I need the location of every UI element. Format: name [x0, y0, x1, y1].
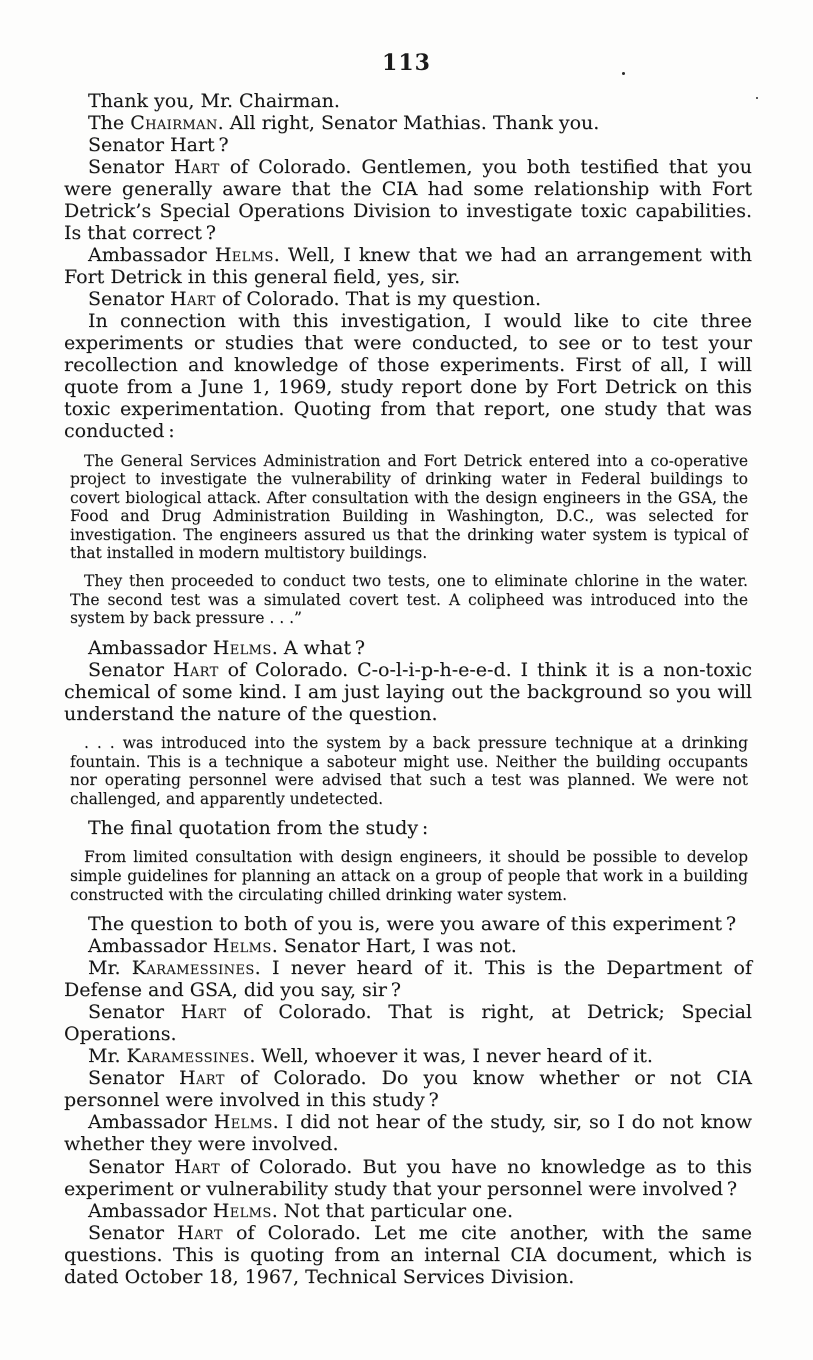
body-paragraph	[64, 244, 752, 288]
text-segment: Senator	[88, 1221, 178, 1244]
text-segment: Mr.	[88, 957, 132, 980]
text-segment: of Colorado. C-o-l-i-p-h-e-e-d. I think it is a non-toxic chemical of some kind. I am just laying out the background so you will understand the nature of the question.	[64, 658, 752, 725]
body-paragraph	[64, 935, 752, 957]
ink-speck	[756, 97, 758, 99]
body-paragraph	[64, 134, 752, 156]
text-segment: Mr.	[88, 1045, 127, 1068]
text-segment: Thank you, Mr. Chairman.	[88, 90, 340, 112]
text-segment: Senator	[88, 1067, 180, 1090]
body-paragraph	[64, 1001, 752, 1045]
speaker-name: Hart	[174, 1155, 221, 1178]
body-paragraph	[64, 288, 752, 310]
text-segment: In connection with this investigation, I would like to cite three experiments or studies that were conducted, to see or to test your recollection and knowledge of those experiments. First of all, I will quote from a June 1, 1969, study report done by Fort Detrick on this toxic experimentation. Quoting from that report, one study that was conducted :	[64, 310, 752, 443]
body-paragraph	[64, 1045, 752, 1067]
body-paragraph	[64, 1156, 752, 1200]
speaker-name: Karamessines	[126, 1045, 250, 1068]
speaker-name: Hart	[173, 156, 220, 179]
text-segment: of Colorado. That is my question.	[215, 288, 542, 311]
speaker-name: Helms	[213, 1111, 273, 1134]
speaker-name: Helms	[212, 1199, 272, 1222]
quote-paragraph	[70, 452, 748, 564]
text-segment: of Colorado. Gentlemen, you both testified that you were generally aware that the CIA had some relationship with Fort Detrick’s Special Operations Division to investigate toxic capabilities. Is that correct ?	[64, 156, 752, 245]
speaker-name: Hart	[172, 658, 219, 681]
text-segment: . Senator Hart, I was not.	[271, 935, 517, 958]
text-segment: . I never heard of it. This is the Department of Defense and GSA, did you say, sir ?	[64, 957, 752, 1002]
text-segment: of Colorado. That is right, at Detrick; Special Operations.	[64, 1001, 752, 1046]
page-number: 113	[382, 50, 431, 76]
text-segment: The	[88, 112, 131, 135]
text-segment: The question to both of you is, were you aware of this experiment ?	[88, 913, 737, 936]
text-segment: . All right, Senator Mathias. Thank you.	[217, 112, 600, 135]
text-segment: Ambassador	[88, 935, 213, 958]
text-column	[64, 90, 752, 1288]
body-paragraph	[64, 310, 752, 442]
text-segment: Ambassador	[88, 244, 215, 267]
quote-paragraph	[70, 848, 748, 904]
text-segment: Senator	[88, 1155, 175, 1178]
body-paragraph	[64, 1067, 752, 1111]
text-segment: Ambassador	[88, 1111, 214, 1134]
text-segment: . Well, whoever it was, I never heard of it.	[249, 1045, 653, 1068]
text-segment: . I did not hear of the study, sir, so I do not know whether they were involved.	[64, 1111, 752, 1156]
text-segment: From limited consultation with design engineers, it should be possible to develop simple guidelines for planning an attack on a group of people that work in a building constructed with the circulating chilled drinking water system.	[70, 848, 748, 904]
text-segment: of Colorado. Do you know whether or not CIA personnel were involved in this study ?	[64, 1067, 752, 1112]
text-segment: The final quotation from the study :	[88, 817, 429, 840]
speaker-name: Helms	[214, 244, 274, 267]
body-paragraph	[64, 817, 752, 839]
quote-paragraph	[70, 734, 748, 808]
text-segment: of Colorado. Let me cite another, with the same questions. This is quoting from an internal CIA document, which is dated October 18, 1967, Technical Services Division.	[64, 1221, 752, 1288]
quote-paragraph	[70, 572, 748, 628]
body-paragraph	[64, 913, 752, 935]
text-segment: Ambassador	[88, 1199, 213, 1222]
ink-speck	[622, 72, 625, 75]
body-paragraph	[64, 1200, 752, 1222]
speaker-name: Helms	[212, 636, 272, 659]
speaker-name: Karamessines	[131, 957, 255, 980]
body-paragraph	[64, 156, 752, 244]
body-paragraph	[64, 659, 752, 725]
text-segment: Senator	[88, 156, 174, 179]
text-segment: The General Services Administration and Fort Detrick entered into a co-operative project to investigate the vulnerability of drinking water in Federal buildings to covert biological attack. After consultation with the design engineers in the GSA, the Food and Drug Administration Building in Washington, D.C., was selected for investigation. The engineers assured us that the drinking water system is typical of that installed in modern multistory buildings.	[70, 451, 748, 563]
text-segment: of Colorado. But you have no knowledge as to this experiment or vulnerability study that your personnel were involved ?	[64, 1155, 752, 1200]
body-paragraph	[64, 1222, 752, 1288]
text-segment: . . . was introduced into the system by a back pressure technique at a drinking fountain. This is a technique a saboteur might use. Neither the building occupants nor operating personnel were advised that such a test was planned. We were not challenged, and apparently undetected.	[70, 733, 748, 808]
text-segment: Ambassador	[88, 636, 213, 659]
text-segment: . Well, I knew that we had an arrangement with Fort Detrick in this general field, yes, sir.	[64, 244, 752, 289]
speaker-name: Chairman	[130, 112, 218, 135]
speaker-name: Helms	[212, 935, 272, 958]
text-segment: . A what ?	[271, 636, 365, 659]
text-segment: Senator	[88, 658, 173, 681]
body-paragraph	[64, 957, 752, 1001]
speaker-name: Hart	[180, 1001, 227, 1024]
text-segment: Senator	[88, 1001, 181, 1024]
body-paragraph	[64, 112, 752, 134]
text-segment: They then proceeded to conduct two tests, one to eliminate chlorine in the water. The second test was a simulated covert test. A colipheed was introduced into the system by back pressure . . .”	[70, 572, 748, 628]
text-segment: . Not that particular one.	[271, 1199, 514, 1222]
body-paragraph	[64, 637, 752, 659]
speaker-name: Hart	[177, 1221, 223, 1244]
speaker-name: Hart	[170, 288, 216, 311]
speaker-name: Hart	[179, 1067, 225, 1090]
body-paragraph	[64, 90, 752, 112]
text-segment: Senator	[88, 288, 171, 311]
text-segment: Senator Hart ?	[88, 134, 229, 157]
body-paragraph	[64, 1111, 752, 1155]
